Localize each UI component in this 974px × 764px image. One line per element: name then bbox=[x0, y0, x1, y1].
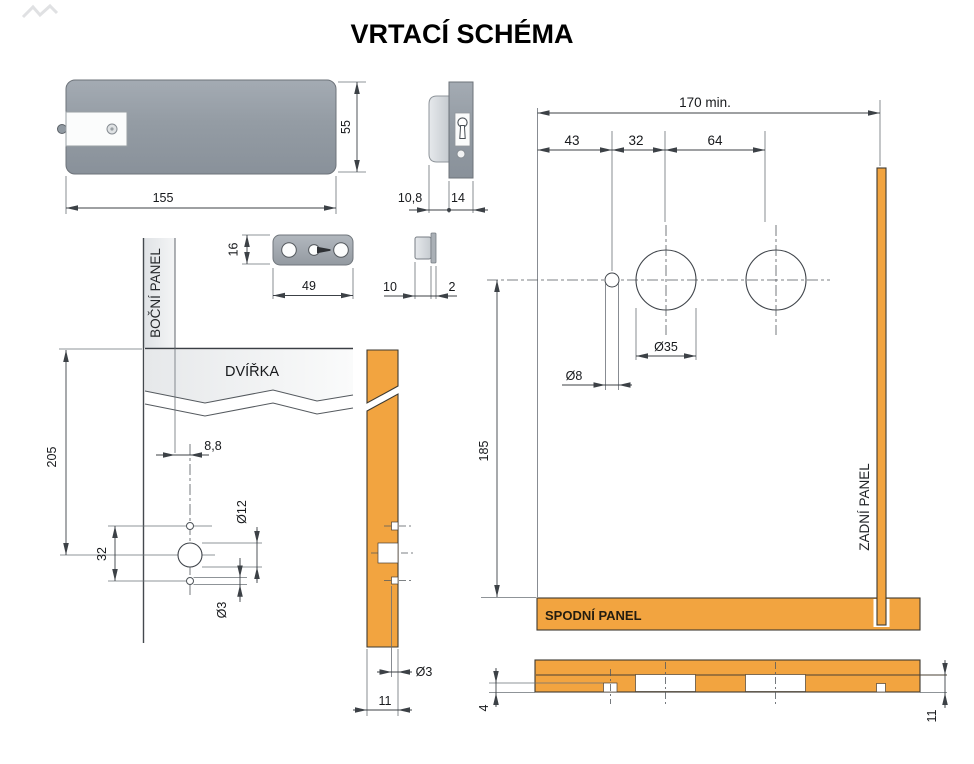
faceplate-screw-hole bbox=[457, 150, 465, 158]
lock-cylinder-plate bbox=[66, 112, 127, 146]
door-pilot-hole-top bbox=[187, 523, 194, 530]
door-break-line-lower bbox=[145, 403, 353, 416]
dim-dia35-label: Ø35 bbox=[654, 340, 678, 354]
strike-side-body bbox=[415, 237, 431, 259]
dim-dia3-edge-label: Ø3 bbox=[415, 665, 433, 679]
dim-11-section-label: 11 bbox=[925, 709, 939, 723]
bottom-panel-label: SPODNÍ PANEL bbox=[545, 608, 642, 623]
dim-10-8-label: 10,8 bbox=[397, 191, 423, 205]
dim-2-label: 2 bbox=[448, 280, 456, 294]
bottom-panel-section bbox=[535, 660, 920, 692]
euro-keyhole-slot bbox=[460, 126, 465, 139]
dim-49-label: 49 bbox=[302, 279, 316, 293]
back-panel bbox=[877, 168, 886, 625]
dim-64-label: 64 bbox=[707, 133, 723, 148]
dim-155-label: 155 bbox=[152, 191, 174, 205]
door-edge-upper-piece bbox=[367, 350, 398, 403]
dim-16-label: 16 bbox=[226, 242, 241, 257]
dim-170min-label: 170 min. bbox=[679, 95, 731, 110]
door-edge-lower-piece bbox=[367, 394, 398, 647]
side-panel-label: BOČNÍ PANEL bbox=[148, 248, 163, 338]
dim-dia12-label: Ø12 bbox=[235, 500, 249, 524]
plate-hole-left bbox=[282, 243, 297, 258]
dim-4-label: 4 bbox=[477, 704, 491, 712]
dim-32-door-label: 32 bbox=[95, 547, 109, 561]
edge-hole-bottom bbox=[392, 577, 399, 584]
plate-hole-right bbox=[334, 243, 349, 258]
dim-43-label: 43 bbox=[564, 133, 580, 148]
edge-hole-top bbox=[392, 522, 399, 530]
dim-8-8-label: 8,8 bbox=[204, 439, 222, 453]
door-pilot-hole-bottom bbox=[187, 578, 194, 585]
dim-32-panel-label: 32 bbox=[628, 133, 644, 148]
cylinder-screw-center bbox=[110, 127, 113, 130]
dim-205-label: 205 bbox=[45, 446, 59, 468]
panel-drilling-view bbox=[477, 95, 920, 630]
dim-185-label: 185 bbox=[477, 440, 491, 462]
dim-14-label: 14 bbox=[451, 191, 465, 205]
edge-lock-notch bbox=[378, 543, 398, 563]
strike-plate-side-view bbox=[383, 233, 457, 299]
strike-plate-front-view bbox=[227, 235, 354, 299]
panel-hole-dia8 bbox=[605, 273, 619, 287]
dim-11-edge-label: 11 bbox=[378, 694, 392, 708]
strike-side-flange bbox=[431, 233, 436, 263]
door-label: DVÍŘKA bbox=[225, 364, 279, 380]
panel-section-view bbox=[477, 660, 947, 722]
dim-55-label: 55 bbox=[339, 120, 353, 134]
dim-dia3-door-label: Ø3 bbox=[215, 601, 229, 619]
dim-dia8-label: Ø8 bbox=[565, 369, 583, 383]
back-panel-label: ZADNÍ PANEL bbox=[857, 463, 872, 551]
section-back-panel-hole bbox=[877, 684, 886, 693]
erased-logo-mark bbox=[23, 6, 57, 17]
lock-pin bbox=[58, 125, 67, 134]
page-title: VRTACÍ SCHÉMA bbox=[350, 19, 574, 49]
door-edge-section-view bbox=[353, 350, 432, 716]
cylinder-housing bbox=[429, 96, 449, 162]
lock-side-view bbox=[398, 82, 488, 213]
lock-top-view bbox=[58, 80, 367, 214]
dim-10-label: 10 bbox=[383, 280, 397, 294]
door-lock-hole bbox=[178, 543, 202, 567]
cabinet-door-front-view bbox=[45, 238, 353, 643]
